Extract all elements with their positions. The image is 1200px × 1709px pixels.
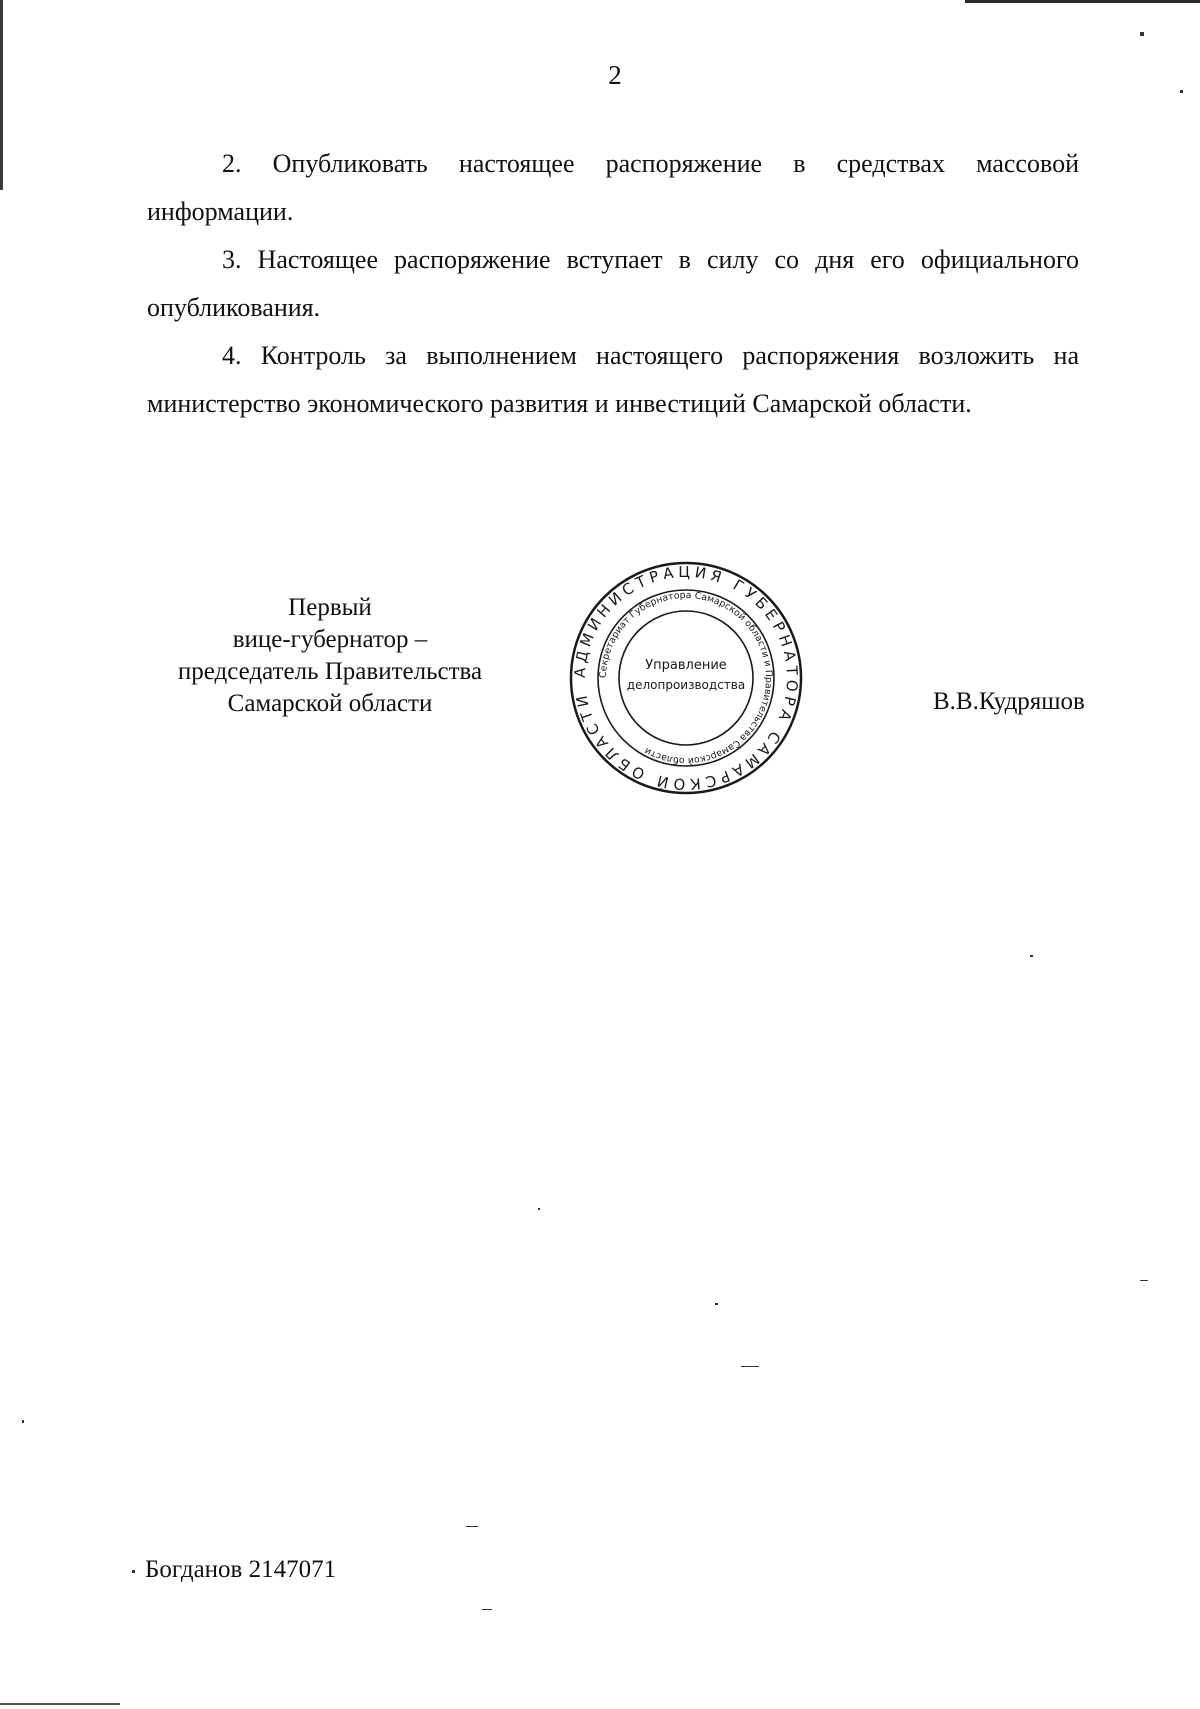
signatory-name: В.В.Кудряшов — [933, 688, 1085, 715]
scan-edge-artifact — [0, 1703, 120, 1705]
scan-speck — [466, 1526, 478, 1527]
position-line: Самарской области — [227, 690, 433, 717]
scan-speck — [715, 1303, 718, 1305]
official-seal — [568, 560, 804, 796]
scan-speck — [1030, 955, 1033, 957]
page-number: 2 — [608, 60, 622, 90]
paragraph-effective-date: 3. Настоящее распоряжение вступает в силу со дня его официального опубликования. — [147, 245, 1079, 322]
scan-edge-artifact — [965, 0, 1200, 3]
executor-contact: Богданов 2147071 — [145, 1556, 337, 1583]
signatory-position — [130, 592, 530, 720]
document-body — [147, 140, 1079, 428]
position-line: вице-губернатор – — [232, 626, 428, 653]
scan-speck — [1140, 1280, 1148, 1281]
scan-speck — [132, 1570, 135, 1573]
position-line: Первый — [288, 594, 372, 621]
paragraph-publish: 2. Опубликовать настоящее распоряжение в средствах массовой информации. — [147, 149, 1079, 226]
seal-center-line: Управление — [645, 658, 727, 673]
scan-speck — [482, 1609, 492, 1610]
scan-speck — [22, 1420, 24, 1423]
seal-inner-text: Секретариат Губернатора Самарской области и Правительства Самарской области — [597, 589, 775, 767]
scan-speck — [538, 1208, 540, 1210]
scan-edge-artifact — [0, 0, 3, 190]
seal-center-line: делопроизводства — [626, 678, 746, 692]
seal-outer-text: АДМИНИСТРАЦИЯ ГУБЕРНАТОРА САМАРСКОЙ ОБЛАСТИ — [570, 562, 802, 794]
paragraph-control: 4. Контроль за выполнением настоящего распоряжения возложить на министерство экономического развития и инвестиций Самарской области. — [147, 341, 1079, 418]
scan-speck — [1140, 32, 1144, 36]
scan-speck — [741, 1366, 759, 1367]
position-line: председатель Правительства — [177, 658, 483, 685]
